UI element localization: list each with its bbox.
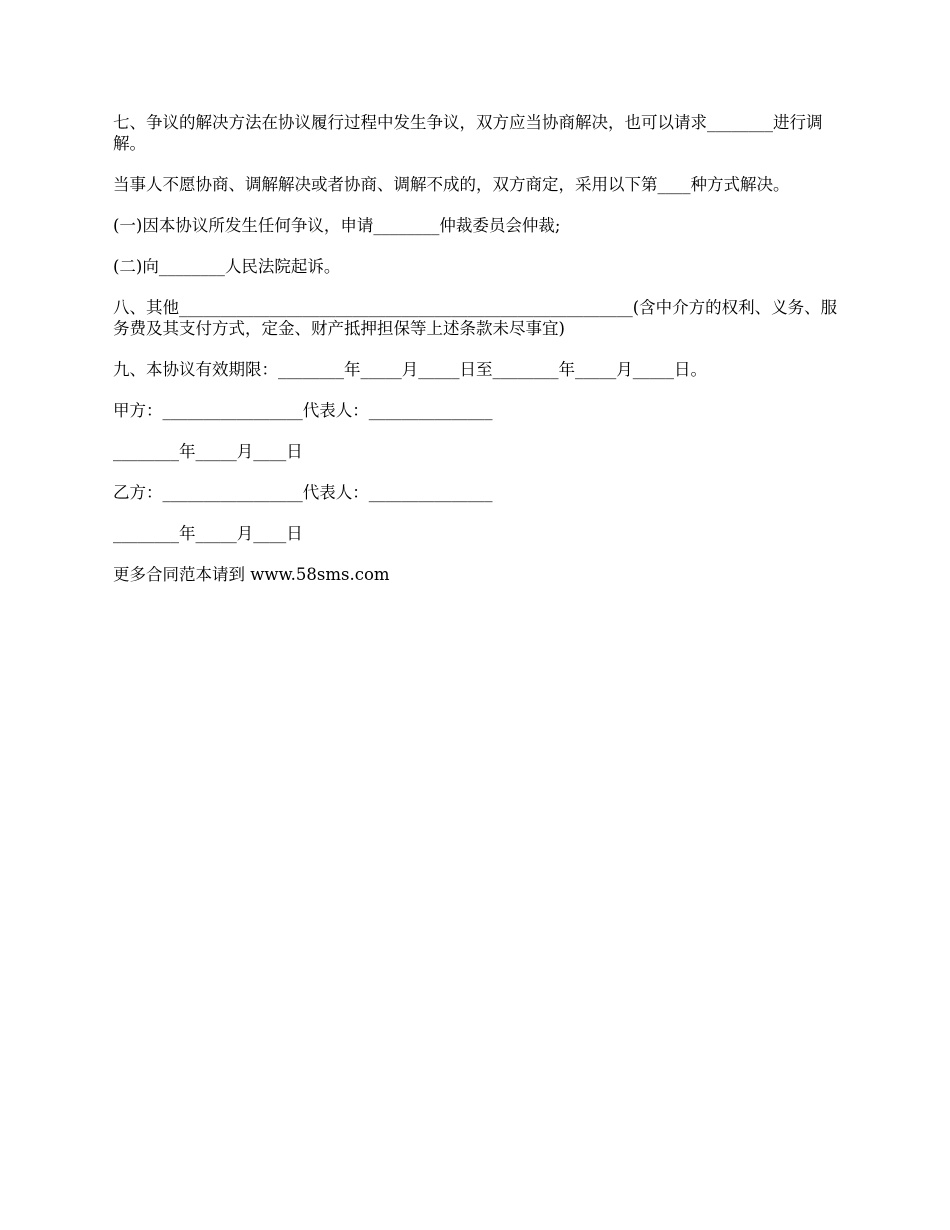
footer-link-text: 更多合同范本请到 www.58sms.com	[113, 565, 390, 584]
option-court: (二)向________人民法院起诉。	[113, 257, 341, 276]
party-a-signature: 甲方：_________________代表人：_______________	[113, 401, 493, 420]
party-b-signature: 乙方：_________________代表人：_______________	[113, 483, 493, 502]
clause-seven-dispute: 七、争议的解决方法在协议履行过程中发生争议，双方应当协商解决，也可以请求________进行调解。	[113, 113, 823, 153]
clause-eight-other: 八、其他_______________________________________________________(含中介方的权利、义务、服务费及其支付方式，定金、财产抵押担保等上述条款未尽事宜)	[113, 298, 838, 338]
clause-dispute-method: 当事人不愿协商、调解解决或者协商、调解不成的，双方商定，采用以下第____种方式解决。	[113, 175, 790, 194]
option-arbitration: (一)因本协议所发生任何争议，申请________仲裁委员会仲裁;	[113, 216, 561, 235]
clause-nine-term: 九、本协议有效期限：________年_____月_____日至________年_____月_____日。	[113, 360, 707, 379]
party-b-date: ________年_____月____日	[113, 524, 303, 543]
party-a-date: ________年_____月____日	[113, 442, 303, 461]
document-body	[113, 112, 841, 605]
